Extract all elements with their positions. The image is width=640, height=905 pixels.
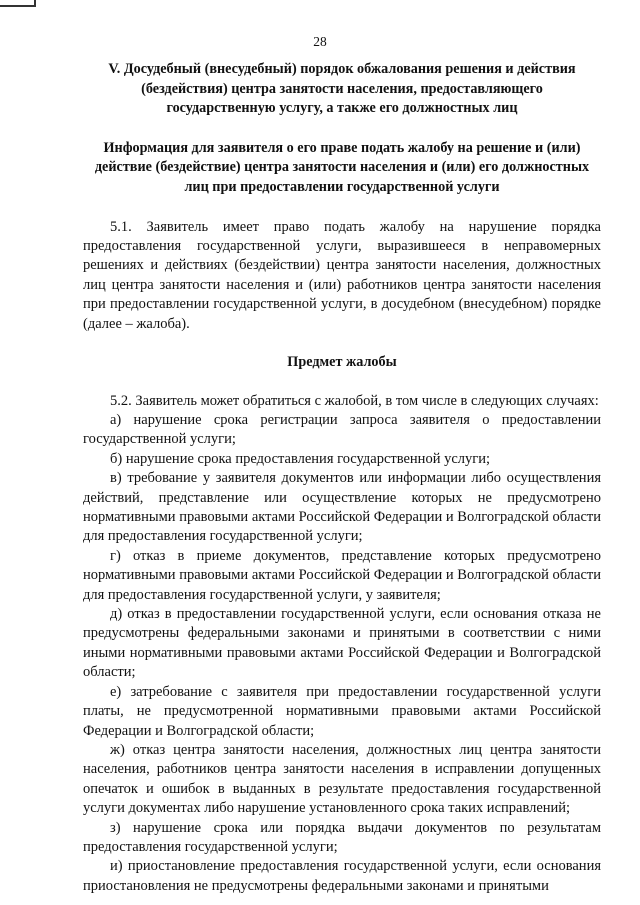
document-body [83,60,601,896]
list-item-zh: ж) отказ центра занятости населения, должностных лиц центра занятости населения, работников центра занятости населения в исправлении допущенных опечаток и ошибок в выданных в результате предоставления государственной услуги документах либо нарушение установленного срока таких исправлений; [83,741,601,817]
subject-heading: Предмет жалобы [287,354,397,370]
page-number: 28 [313,34,327,49]
list-item-b: б) нарушение срока предоставления государственной услуги; [110,450,490,467]
scan-corner-mark [0,0,36,7]
paragraph-5-1: 5.1. Заявитель имеет право подать жалобу на нарушение порядка предоставления государственной услуги, выразившееся в неправомерных решениях и действиях (бездействии) центра занятости населения, должностных лиц центра занятости населения и (или) работников центра занятости населения при предоставлении государственной услуги, в досудебном (внесудебном) порядке (далее – жалоба). [83,218,601,332]
paragraph-5-2-intro: 5.2. Заявитель может обратиться с жалобой, в том числе в следующих случаях: [110,392,599,409]
info-heading: Информация для заявителя о его праве подать жалобу на решение и (или) действие (бездействие) центра занятости населения и (или) его должностных лиц при предоставлении государственной услуги [94,139,590,195]
list-item-g: г) отказ в приеме документов, представление которых предусмотрено нормативными правовыми актами Российской Федерации и Волгоградской области для предоставления государственной услуги, у заявителя; [83,547,601,603]
list-item-v: в) требование у заявителя документов или информации либо осуществления действий, представление или осуществление которых не предусмотрено нормативными правовыми актами Российской Федерации и Волгоградской области для предоставления государственной услуги; [83,470,601,545]
list-item-z: з) нарушение срока или порядка выдачи документов по результатам предоставления государственной услуги; [83,819,601,855]
section-heading: V. Досудебный (внесудебный) порядок обжалования решения и действия (бездействия) центра занятости населения, предоставляющего государственную услугу, а также его должностных лиц [108,61,576,117]
list-item-i: и) приостановление предоставления государственной услуги, если основания приостановления не предусмотрены федеральными законами и принятыми [83,858,601,894]
list-item-e: е) затребование с заявителя при предоставлении государственной услуги платы, не предусмотренной нормативными правовыми актами Российской Федерации и Волгоградской области; [83,683,601,739]
list-item-d: д) отказ в предоставлении государственной услуги, если основания отказа не предусмотрены федеральными законами и принятыми в соответствии с ними иными нормативными правовыми актами Российской Федерации и Волгоградской области; [83,606,601,681]
list-item-a: а) нарушение срока регистрации запроса заявителя о предоставлении государственной услуги; [83,412,601,448]
